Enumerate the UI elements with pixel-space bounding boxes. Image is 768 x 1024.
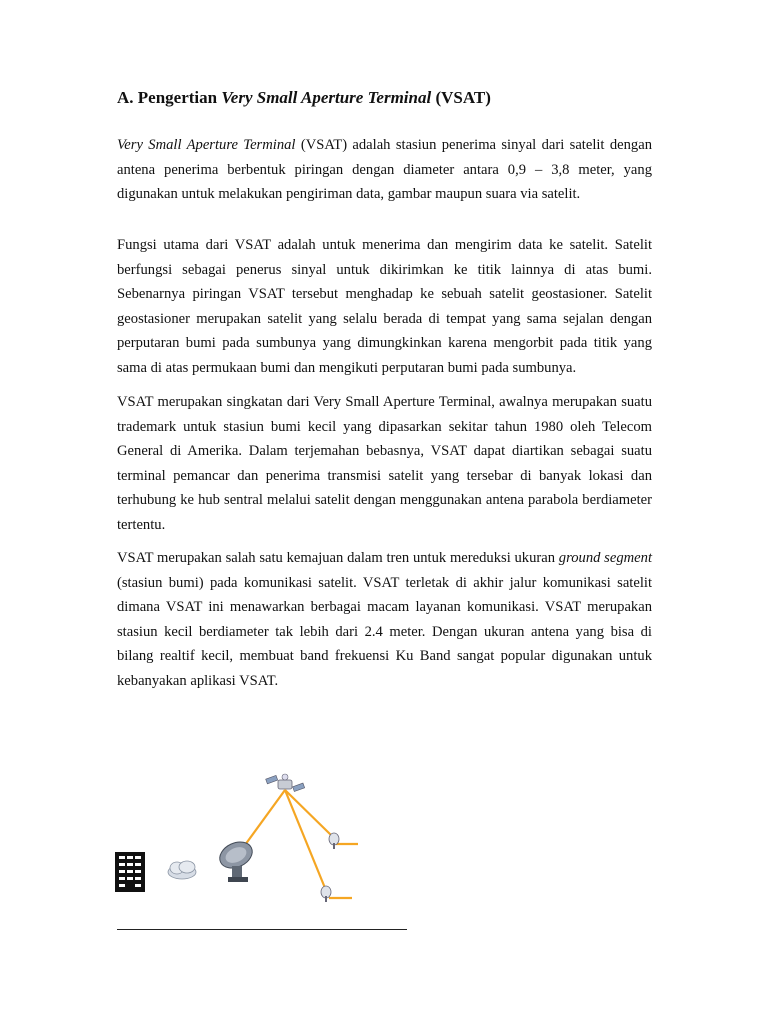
link-vsat-2 bbox=[285, 790, 325, 888]
heading-suffix: (VSAT) bbox=[431, 88, 491, 107]
link-vsat-1 bbox=[285, 790, 332, 836]
paragraph-text: (stasiun bumi) pada komunikasi satelit. VSAT terletak di akhir jalur komunikasi satelit dimana VSAT ini menawarkan berbagai macam layanan komunikasi. VSAT merupakan stasiun kecil berdiameter tak lebih dari 2.4 meter. Dengan ukuran antena yang bisa di bilang realtif kecil, membuat band frekuensi Ku Band sangat popular digunakan untuk kebanyakan aplikasi VSAT. bbox=[117, 574, 652, 689]
cloud-icon bbox=[168, 861, 196, 879]
paragraph-definition bbox=[117, 133, 652, 207]
paragraph-function bbox=[117, 233, 652, 381]
paragraph-ground-segment bbox=[117, 546, 652, 694]
heading-prefix: A. Pengertian bbox=[117, 88, 222, 107]
paragraph-text: VSAT merupakan salah satu kemajuan dalam tren untuk mereduksi ukuran bbox=[117, 550, 559, 566]
vsat-dish-icon bbox=[329, 833, 339, 849]
hub-dish-icon bbox=[216, 837, 257, 882]
paragraph-text: (VSAT) adalah stasiun penerima sinyal dari satelit dengan antena penerima berbentuk piringan dengan diameter antara 0,9 – 3,8 meter, yang digunakan untuk melakukan pengiriman data, gambar maupun suara via satelit. bbox=[117, 137, 652, 203]
footnote-separator bbox=[117, 929, 407, 930]
paragraph-term: ground segment bbox=[558, 550, 653, 566]
building-icon bbox=[115, 852, 145, 892]
paragraph-text: Fungsi utama dari VSAT adalah untuk menerima dan mengirim data ke satelit. Satelit berfungsi sebagai penerus sinyal untuk dikirimkan ke titik lainnya di atas bumi. Sebenarnya piringan VSAT tersebut menghadap ke sebuah satelit geostasioner. Satelit geostasioner merupakan satelit yang selalu berada di tempat yang sama sejalan dengan perputaran bumi pada sumbunya yang dimungkinkan karena mengorbit pada titik yang sama di atas permukaan bumi dan mengikuti perputaran bumi pada sumbunya. bbox=[117, 237, 652, 376]
section-heading bbox=[117, 86, 491, 110]
paragraph-term: Very Small Aperture Terminal bbox=[117, 137, 296, 153]
vsat-network-diagram bbox=[100, 760, 400, 910]
paragraph-history bbox=[117, 390, 652, 538]
satellite-links bbox=[245, 790, 358, 898]
link-hub bbox=[245, 790, 285, 845]
paragraph-text: VSAT merupakan singkatan dari Very Small Aperture Terminal, awalnya merupakan suatu trademark untuk stasiun bumi kecil yang dipasarkan sekitar tahun 1980 oleh Telecom General di Amerika. Dalam terjemahan bebasnya, VSAT dapat diartikan sebagai suatu terminal pemancar dan penerima transmisi satelit yang tersebar di banyak lokasi dan terhubung ke hub sentral melalui satelit dengan menggunakan antena parabola berdiameter tertentu. bbox=[117, 394, 652, 533]
vsat-dish-icon bbox=[321, 886, 331, 902]
satellite-icon bbox=[266, 774, 305, 792]
heading-term: Very Small Aperture Terminal bbox=[221, 88, 432, 107]
